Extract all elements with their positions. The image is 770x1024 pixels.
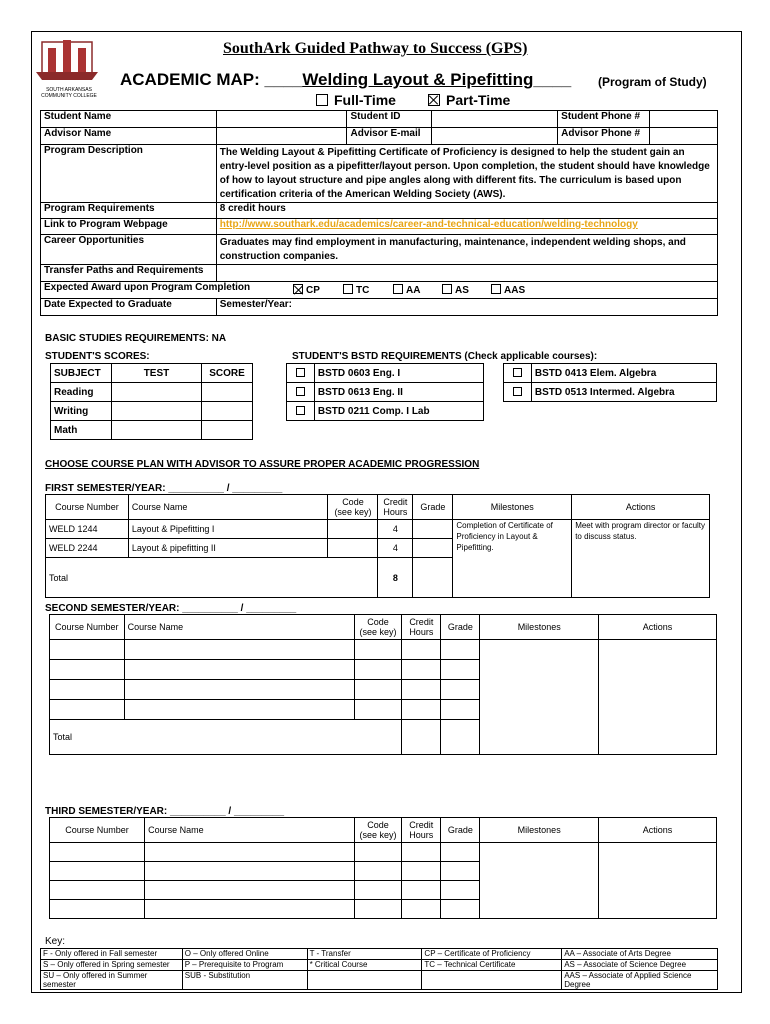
advisor-email-field[interactable] [432, 128, 558, 145]
first-semester-heading: FIRST SEMESTER/YEAR: __________ / _________ [45, 483, 283, 494]
program-webpage-link[interactable]: http://www.southark.edu/academics/career-and-technical-education/welding-technology [219, 219, 638, 230]
student-phone-field[interactable] [650, 111, 718, 128]
award-as-checkbox[interactable]: AS [442, 284, 469, 296]
bstd-checkbox[interactable] [287, 383, 315, 402]
key-label: Key: [45, 936, 66, 947]
student-id-field[interactable] [432, 111, 558, 128]
logo-line1: SOUTH ARKANSAS [46, 87, 92, 93]
award-aas-checkbox[interactable]: AAS [491, 284, 525, 296]
bstd-checkbox[interactable] [504, 364, 532, 383]
student-name-field[interactable] [216, 111, 347, 128]
advisor-phone-field[interactable] [650, 128, 718, 145]
academic-map-heading: ACADEMIC MAP: ____Welding Layout & Pipefitting____ [120, 70, 572, 89]
first-semester-table: Course Number Course Name Code (see key) Credit Hours Grade Milestones Actions WELD 1244 Layout & Pipefitting I 4 Completion of Certificate of Proficiency in Layout & Pipefitting. Meet with program director or faculty to discuss status. WELD 2244 Layout & pipefitting II 4 Total 8 [45, 494, 710, 598]
award-cp-checkbox[interactable]: CP [293, 284, 320, 296]
bstd-checkbox[interactable] [287, 364, 315, 383]
part-time-checkbox[interactable]: Part-Time [428, 92, 510, 108]
action-text: Meet with program director or faculty to discuss status. [572, 520, 710, 598]
program-of-study-label: (Program of Study) [598, 75, 707, 89]
third-semester-table: Course Number Course Name Code (see key) Credit Hours Grade Milestones Actions [49, 817, 717, 919]
basic-studies-heading: BASIC STUDIES REQUIREMENTS: NA [45, 333, 227, 344]
key-table: F - Only offered in Fall semester O – Only offered Online T - Transfer CP – Certificate of Proficiency AA – Associate of Arts Degree S – Only offered in Spring semester P – Prerequisite to Program * Critical Course TC – Technical Certificate AS – Associate of Science Degree SU – Only offered in Summer semester SUB - Substitution AAS – Associate of Applied Science Degree [40, 948, 718, 990]
milestone-text: Completion of Certificate of Proficiency in Layout & Pipefitting. [453, 520, 572, 598]
award-tc-checkbox[interactable]: TC [343, 284, 369, 296]
course-plan-heading: CHOOSE COURSE PLAN WITH ADVISOR TO ASSURE PROPER ACADEMIC PROGRESSION [45, 459, 480, 470]
full-time-checkbox[interactable]: Full-Time [316, 92, 396, 108]
page-title: SouthArk Guided Pathway to Success (GPS) [223, 40, 528, 57]
second-semester-heading: SECOND SEMESTER/YEAR: __________ / _________ [45, 603, 297, 614]
bstd-right-table: BSTD 0413 Elem. Algebra BSTD 0513 Intermed. Algebra [503, 363, 717, 402]
advisor-name-field[interactable] [216, 128, 347, 145]
program-name: Welding Layout & Pipefitting [302, 70, 534, 89]
logo-banner: SOUTHARK [49, 80, 89, 87]
logo-line2: COMMUNITY COLLEGE [41, 93, 97, 99]
bstd-checkbox[interactable] [504, 383, 532, 402]
bstd-heading: STUDENT'S BSTD REQUIREMENTS (Check applicable courses): [292, 351, 598, 362]
third-semester-heading: THIRD SEMESTER/YEAR: __________ / _________ [45, 806, 285, 817]
award-aa-checkbox[interactable]: AA [393, 284, 420, 296]
bstd-checkbox[interactable] [287, 402, 315, 421]
scores-heading: STUDENT'S SCORES: [45, 351, 150, 362]
scores-table: SUBJECT TEST SCORE Reading Writing Math [50, 363, 253, 440]
second-semester-table: Course Number Course Name Code (see key) Credit Hours Grade Milestones Actions Total [49, 614, 717, 755]
bstd-left-table: BSTD 0603 Eng. I BSTD 0613 Eng. II BSTD 0211 Comp. I Lab [286, 363, 484, 421]
program-description: The Welding Layout & Pipefitting Certificate of Proficiency is designed to help the student gain an entry-level position as a pipefitter/layout person. Upon completion, the student should have knowledge of how to layout structure and pipe angles along with different fits. The curriculum is based upon certification criteria of the American Welding Society (AWS). [216, 145, 717, 203]
student-info-table: Student Name Student ID Student Phone # Advisor Name Advisor E-mail Advisor Phone # Program Description The Welding Layout & Pipefitting Certificate of Proficiency is designed to help the student gain an entry-level position as a pipefitter/layout person. Upon completion, the student should have knowledge of how to layout structure and pipe angles along with different fits. The curriculum is based upon certification criteria of the American Welding Society (AWS). Program Requirements 8 credit hours Link to Program Webpage http://www.southark.edu/academics/career-and-technical-education/welding-technology Career Opportunities Graduates may find employment in manufacturing, maintenance, independent welding shops, and construction companies. Transfer Paths and Requirements Expected Award upon Program Completion CP TC AA AS AAS Date Expected to Graduate Semester/Year: [40, 110, 718, 316]
